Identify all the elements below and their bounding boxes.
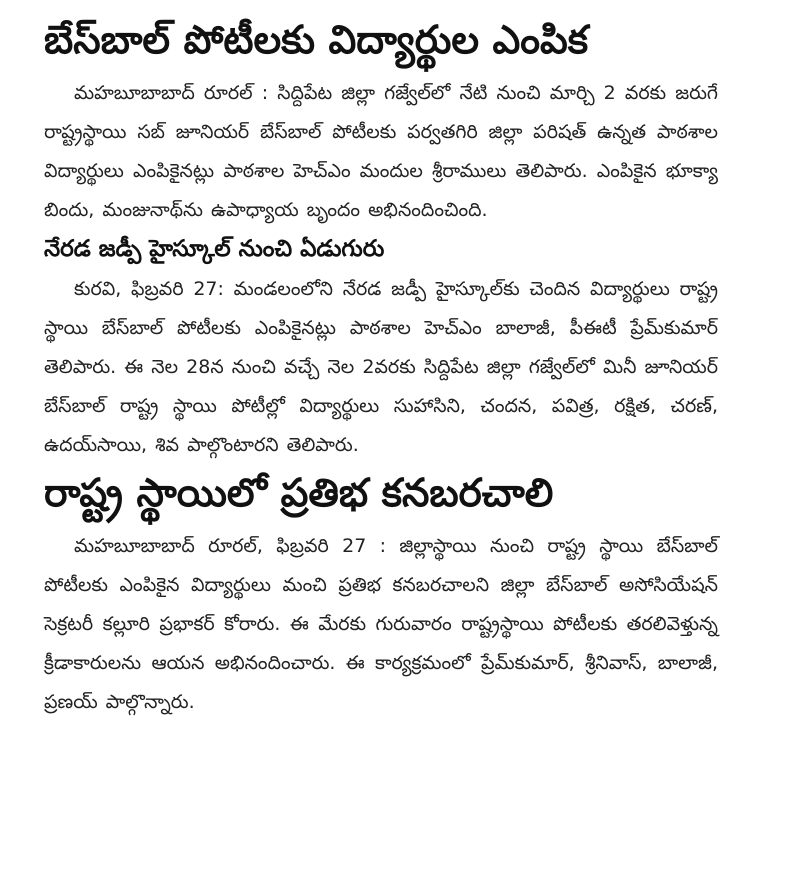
article-3-body: మహబూబాబాద్‌ రూరల్‌, ఫిబ్రవరి 27 : జిల్లాస్థాయి నుంచి రాష్ట్ర స్థాయి బేస్‌బాల్‌ పోటీలకు ఎంపికైన విద్యార్థులు మంచి ప్రతిభ కనబరచాలని జిల్లా బేస్‌బాల్‌ అసోసియేషన్‌ సెక్రటరీ కల్లూరి ప్రభాకర్‌ కోరారు. ఈ మేరకు గురువారం రాష్ట్రస్థాయి పోటీలకు తరలివెళ్తున్న క్రీడాకారులను ఆయన అభినందించారు. ఈ కార్యక్రమంలో ప్రేమ్‌కుమార్‌, శ్రీనివాస్‌, బాలాజీ, ప్రణయ్‌ పాల్గొన్నారు. (44, 535, 718, 713)
article-state-level-talent (44, 467, 718, 722)
article-3-headline: రాష్ట్ర స్థాయిలో ప్రతిభ కనబరచాలి (44, 471, 554, 516)
article-1-headline: బేస్‌బాల్‌ పోటీలకు విద్యార్థుల ఎంపిక (44, 18, 589, 63)
article-2-body: కురవి, ఫిబ్రవరి 27: మండలంలోని నేరడ జడ్పీ హైస్కూల్‌కు చెందిన విద్యార్థులు రాష్ట్ర స్థాయి బేస్‌బాల్‌ పోటీలకు ఎంపికైనట్లు పాఠశాల హెచ్‌ఎం బాలాజీ, పీఈటీ ప్రేమ్‌కుమార్‌ తెలిపారు. ఈ నెల 28న నుంచి వచ్చే నెల 2వరకు సిద్దిపేట జిల్లా గజ్వేల్‌లో మినీ జూనియర్‌ బేస్‌బాల్‌ రాష్ట్ర స్థాయి పోటీల్లో విద్యార్థులు సుహాసిని, చందన, పవిత్ర, రక్షిత, చరణ్‌, ఉదయ్‌సాయి, శివ పాల్గొంటారని తెలిపారు. (44, 278, 718, 456)
article-2-headline: నేరడ జడ్పీ హైస్కూల్‌ నుంచి ఏడుగురు (44, 236, 385, 262)
article-1-body: మహబూబాబాద్‌ రూరల్‌ : సిద్దిపేట జిల్లా గజ్వేల్‌లో నేటి నుంచి మార్చి 2 వరకు జరుగే రాష్ట్రస్థాయి సబ్‌ జూనియర్‌ బేస్‌బాల్‌ పోటీలకు పర్వతగిరి జిల్లా పరిషత్‌ ఉన్నత పాఠశాల విద్యార్థులు ఎంపికైనట్లు పాఠశాల హెచ్‌ఎం మందుల శ్రీరాములు తెలిపారు. ఎంపికైన భూక్యా బిందు, మంజునాథ్‌ను ఉపాధ్యాయ బృందం అభినందించింది. (44, 82, 718, 221)
article-nerada-school (44, 232, 718, 465)
article-baseball-selection (44, 14, 718, 230)
